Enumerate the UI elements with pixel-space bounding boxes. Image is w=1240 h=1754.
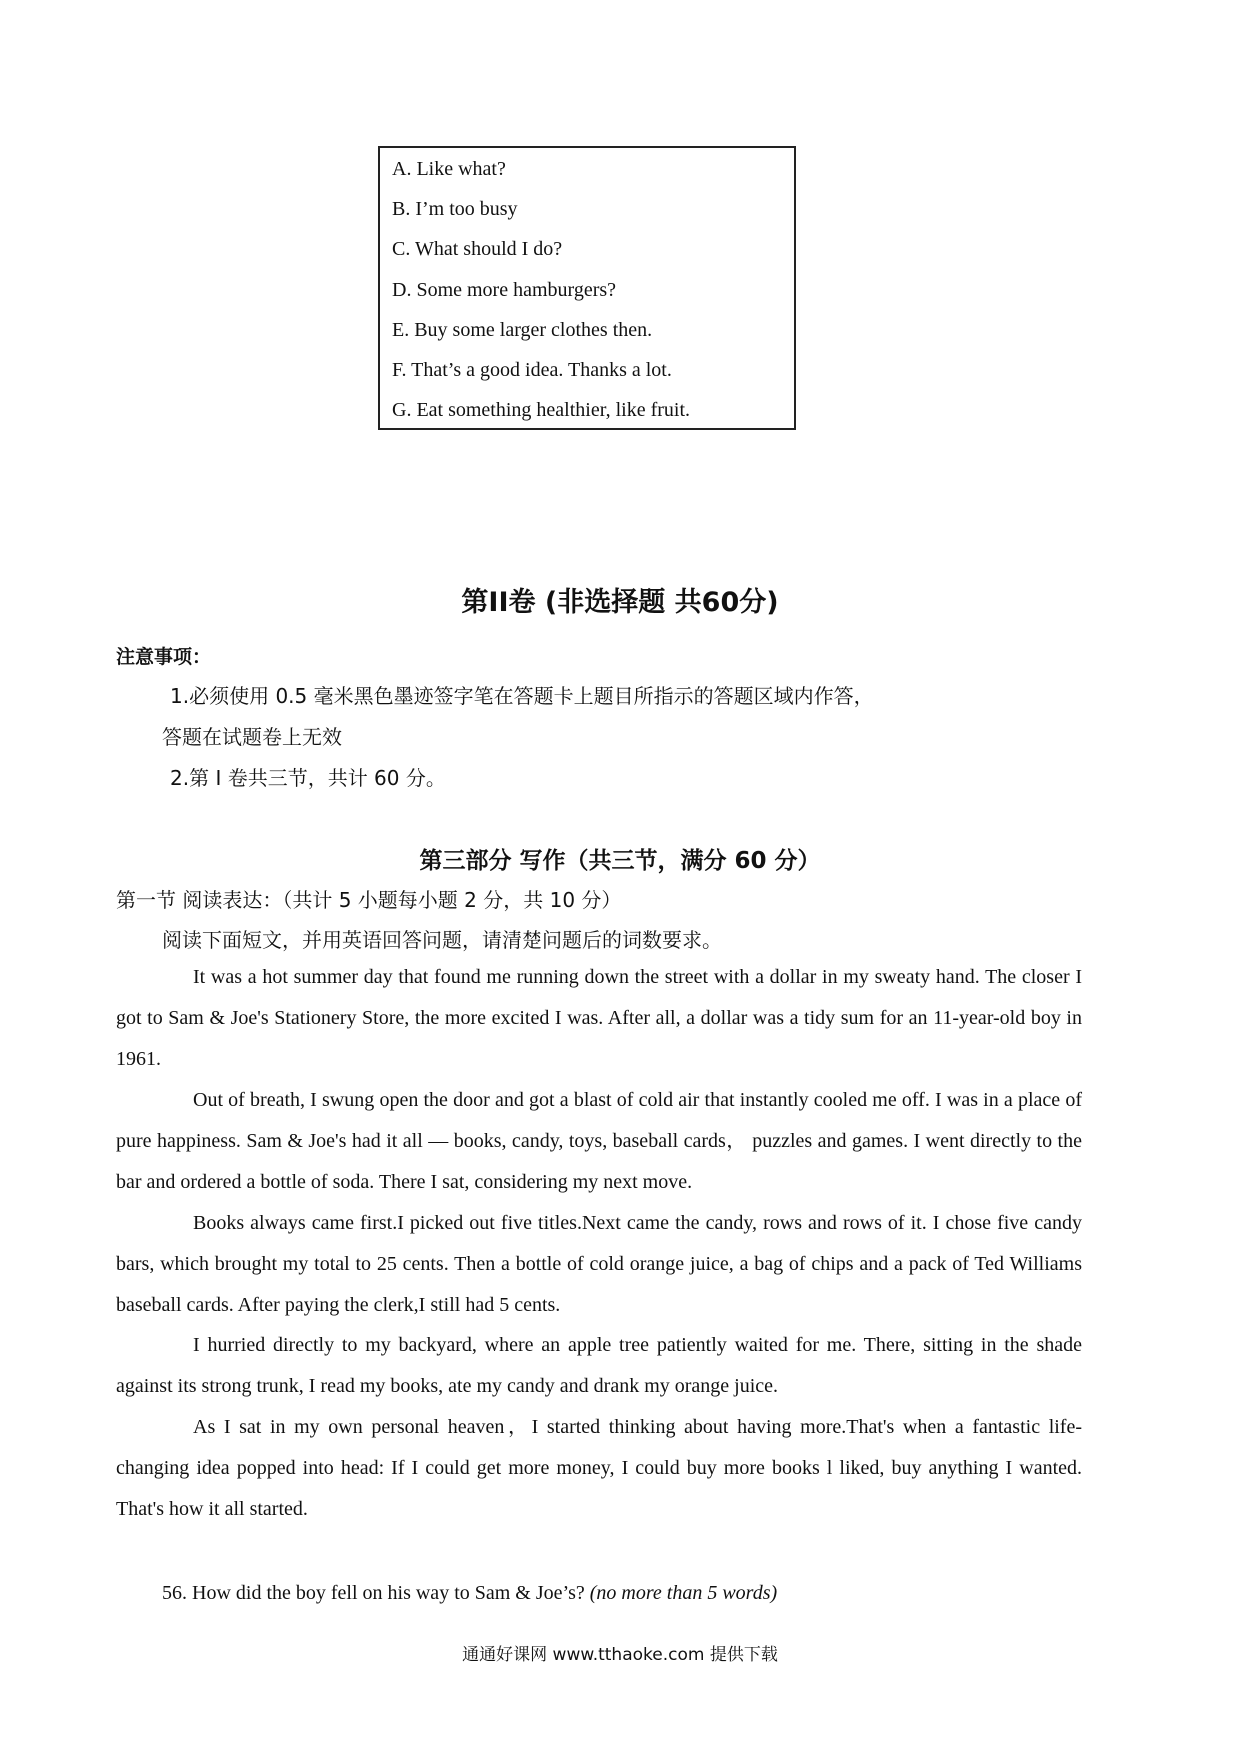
- passage-paragraph-4: I hurried directly to my backyard, where an apple tree patiently waited for me. There, sitting in the shade against its strong trunk, I read my books, ate my candy and drank my orange juice.: [116, 1334, 1082, 1397]
- instruction: 阅读下面短文，并用英语回答问题，请清楚问题后的词数要求。: [162, 928, 722, 952]
- notes-line-2: 答题在试题卷上无效: [162, 725, 342, 749]
- option-c: C. What should I do?: [392, 238, 563, 260]
- question-56-text: 56. How did the boy fell on his way to Sam & Joe’s?: [162, 1582, 590, 1604]
- notes-line-3: 2.第 I 卷共三节，共计 60 分。: [170, 766, 446, 790]
- subsection-title: 第一节 阅读表达：（共计 5 小题每小题 2 分，共 10 分）: [116, 888, 622, 912]
- footer: 通通好课网 www.tthaoke.com 提供下载: [462, 1645, 778, 1665]
- section-title: 第II卷 (非选择题 共60分): [461, 587, 779, 618]
- passage-paragraph-1: It was a hot summer day that found me running down the street with a dollar in my sweaty hand. The closer I got to Sam & Joe's Stationery Store, the more excited I was. After all, a dollar was a tidy sum for an 11-year-old boy in 1961.: [116, 966, 1082, 1070]
- passage-paragraph-2: Out of breath, I swung open the door and got a blast of cold air that instantly cooled me off. I was in a place of pure happiness. Sam & Joe's had it all — books, candy, toys, baseball cards， puzzles and games. I went directly to the bar and ordered a bottle of soda. There I sat, considering my next move.: [116, 1089, 1082, 1193]
- options-box: [378, 146, 796, 430]
- notes-line-1: 1.必须使用 0.5 毫米黑色墨迹签字笔在答题卡上题目所指示的答题区域内作答，: [170, 684, 874, 708]
- option-d: D. Some more hamburgers?: [392, 279, 617, 301]
- question-56-hint: (no more than 5 words): [589, 1582, 778, 1604]
- option-a: A. Like what?: [392, 158, 506, 180]
- option-b: B. I’m too busy: [392, 198, 518, 220]
- question-56: [162, 1582, 777, 1605]
- notes-heading: 注意事项：: [116, 646, 212, 668]
- part-title: 第三部分 写作（共三节，满分 60 分）: [419, 848, 821, 874]
- option-f: F. That’s a good idea. Thanks a lot.: [392, 359, 672, 381]
- passage-paragraph-5: As I sat in my own personal heaven，I started thinking about having more.That's when a fantastic life-changing idea popped into head: If I could get more money, I could buy more books l liked, buy anything I wanted. That's how it all started.: [116, 1416, 1082, 1520]
- passage-paragraph-3: Books always came first.I picked out five titles.Next came the candy, rows and rows of it. I chose five candy bars, which brought my total to 25 cents. Then a bottle of cold orange juice, a bag of chips and a pack of Ted Williams baseball cards. After paying the clerk,I still had 5 cents.: [116, 1212, 1082, 1316]
- option-g: G. Eat something healthier, like fruit.: [392, 399, 691, 421]
- option-e: E. Buy some larger clothes then.: [392, 319, 653, 341]
